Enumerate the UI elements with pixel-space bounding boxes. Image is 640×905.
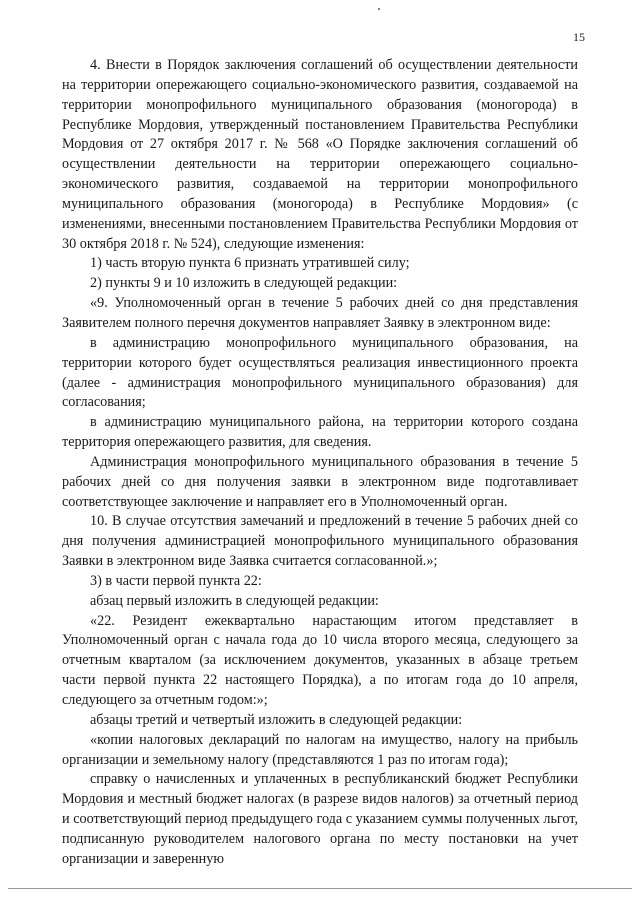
paragraph-subitem-3: 3) в части первой пункта 22: (90, 572, 262, 589)
document-body (62, 56, 578, 870)
paragraph-subitem-1: 1) часть вторую пункта 6 признать утратившей силу; (90, 255, 410, 272)
page-bottom-edge (8, 888, 632, 889)
paragraph-first-abzac: абзац первый изложить в следующей редакции: (90, 592, 379, 609)
paragraph-administration-response: Администрация монопрофильного муниципального образования в течение 5 рабочих дней со дня получения заявки в электронном виде подготавливает соответствующее заключение и направляет его в Уполномоченный орган. (62, 453, 578, 510)
paragraph-clause-10: 10. В случае отсутствия замечаний и предложений в течение 5 рабочих дней со дня получения администрацией монопрофильного муниципального образования Заявки в электронном виде Заявка считается согласованной.»; (62, 513, 578, 570)
paragraph-tax-declarations: «копии налоговых деклараций по налогам на имущество, налогу на прибыль организации и земельному налогу (представляются 1 раз по итогам года); (62, 731, 578, 768)
paragraph-clause-9: «9. Уполномоченный орган в течение 5 рабочих дней со дня представления Заявителем полного перечня документов направляет Заявку в электронном виде: (62, 295, 578, 331)
paragraph-recipient-district: в администрацию муниципального района, на территории которого создана территория опережающего развития, для сведения. (62, 414, 578, 451)
scan-speck (378, 8, 380, 10)
paragraph-subitem-2: 2) пункты 9 и 10 изложить в следующей редакции: (90, 275, 398, 292)
page-number: 15 (573, 30, 585, 44)
paragraph-third-fourth-abzac: абзацы третий и четвертый изложить в следующей редакции: (90, 711, 463, 728)
paragraph-item-4: 4. Внести в Порядок заключения соглашений об осуществлении деятельности на территории опережающего социально-экономического развития, создаваемой на территории монопрофильного муниципального образования (моногорода) в Республике Мордовия, утвержденный постановлением Правительства Республики Мордовия от 27 октября 2017 г. № 568 «О Порядке заключения соглашений об осуществлении деятельности на территории опережающего социально-экономического развития, создаваемой на территории монопрофильного муниципального образования (моногорода) в Республике Мордовия» (с изменениями, внесенными постановлением Правительства Республики Мордовия от 30 октября 2018 г. № 524), следующие изменения: (62, 57, 578, 252)
paragraph-clause-22: «22. Резидент ежеквартально нарастающим итогом представляет в Уполномоченный орган с начала года до 10 числа второго месяца, следующего за отчетным кварталом (за исключением документов, указанных в абзаце третьем части первой пункта 22 настоящего Порядка), а по итогам года до 10 апреля, следующего за отчетным годом:»; (62, 612, 578, 708)
paragraph-recipient-mono: в администрацию монопрофильного муниципального образования, на территории которого будет осуществляться реализация инвестиционного проекта (далее - администрация монопрофильного муниципального образования) для согласования; (62, 334, 578, 411)
paragraph-tax-certificate: справку о начисленных и уплаченных в республиканский бюджет Республики Мордовия и местный бюджет налогах (в разрезе видов налогов) за отчетный период и соответствующий период предыдущего года с указанием суммы полученных льгот, подписанную руководителем налогового органа по месту постановки на учет организации и заверенную (62, 771, 578, 867)
